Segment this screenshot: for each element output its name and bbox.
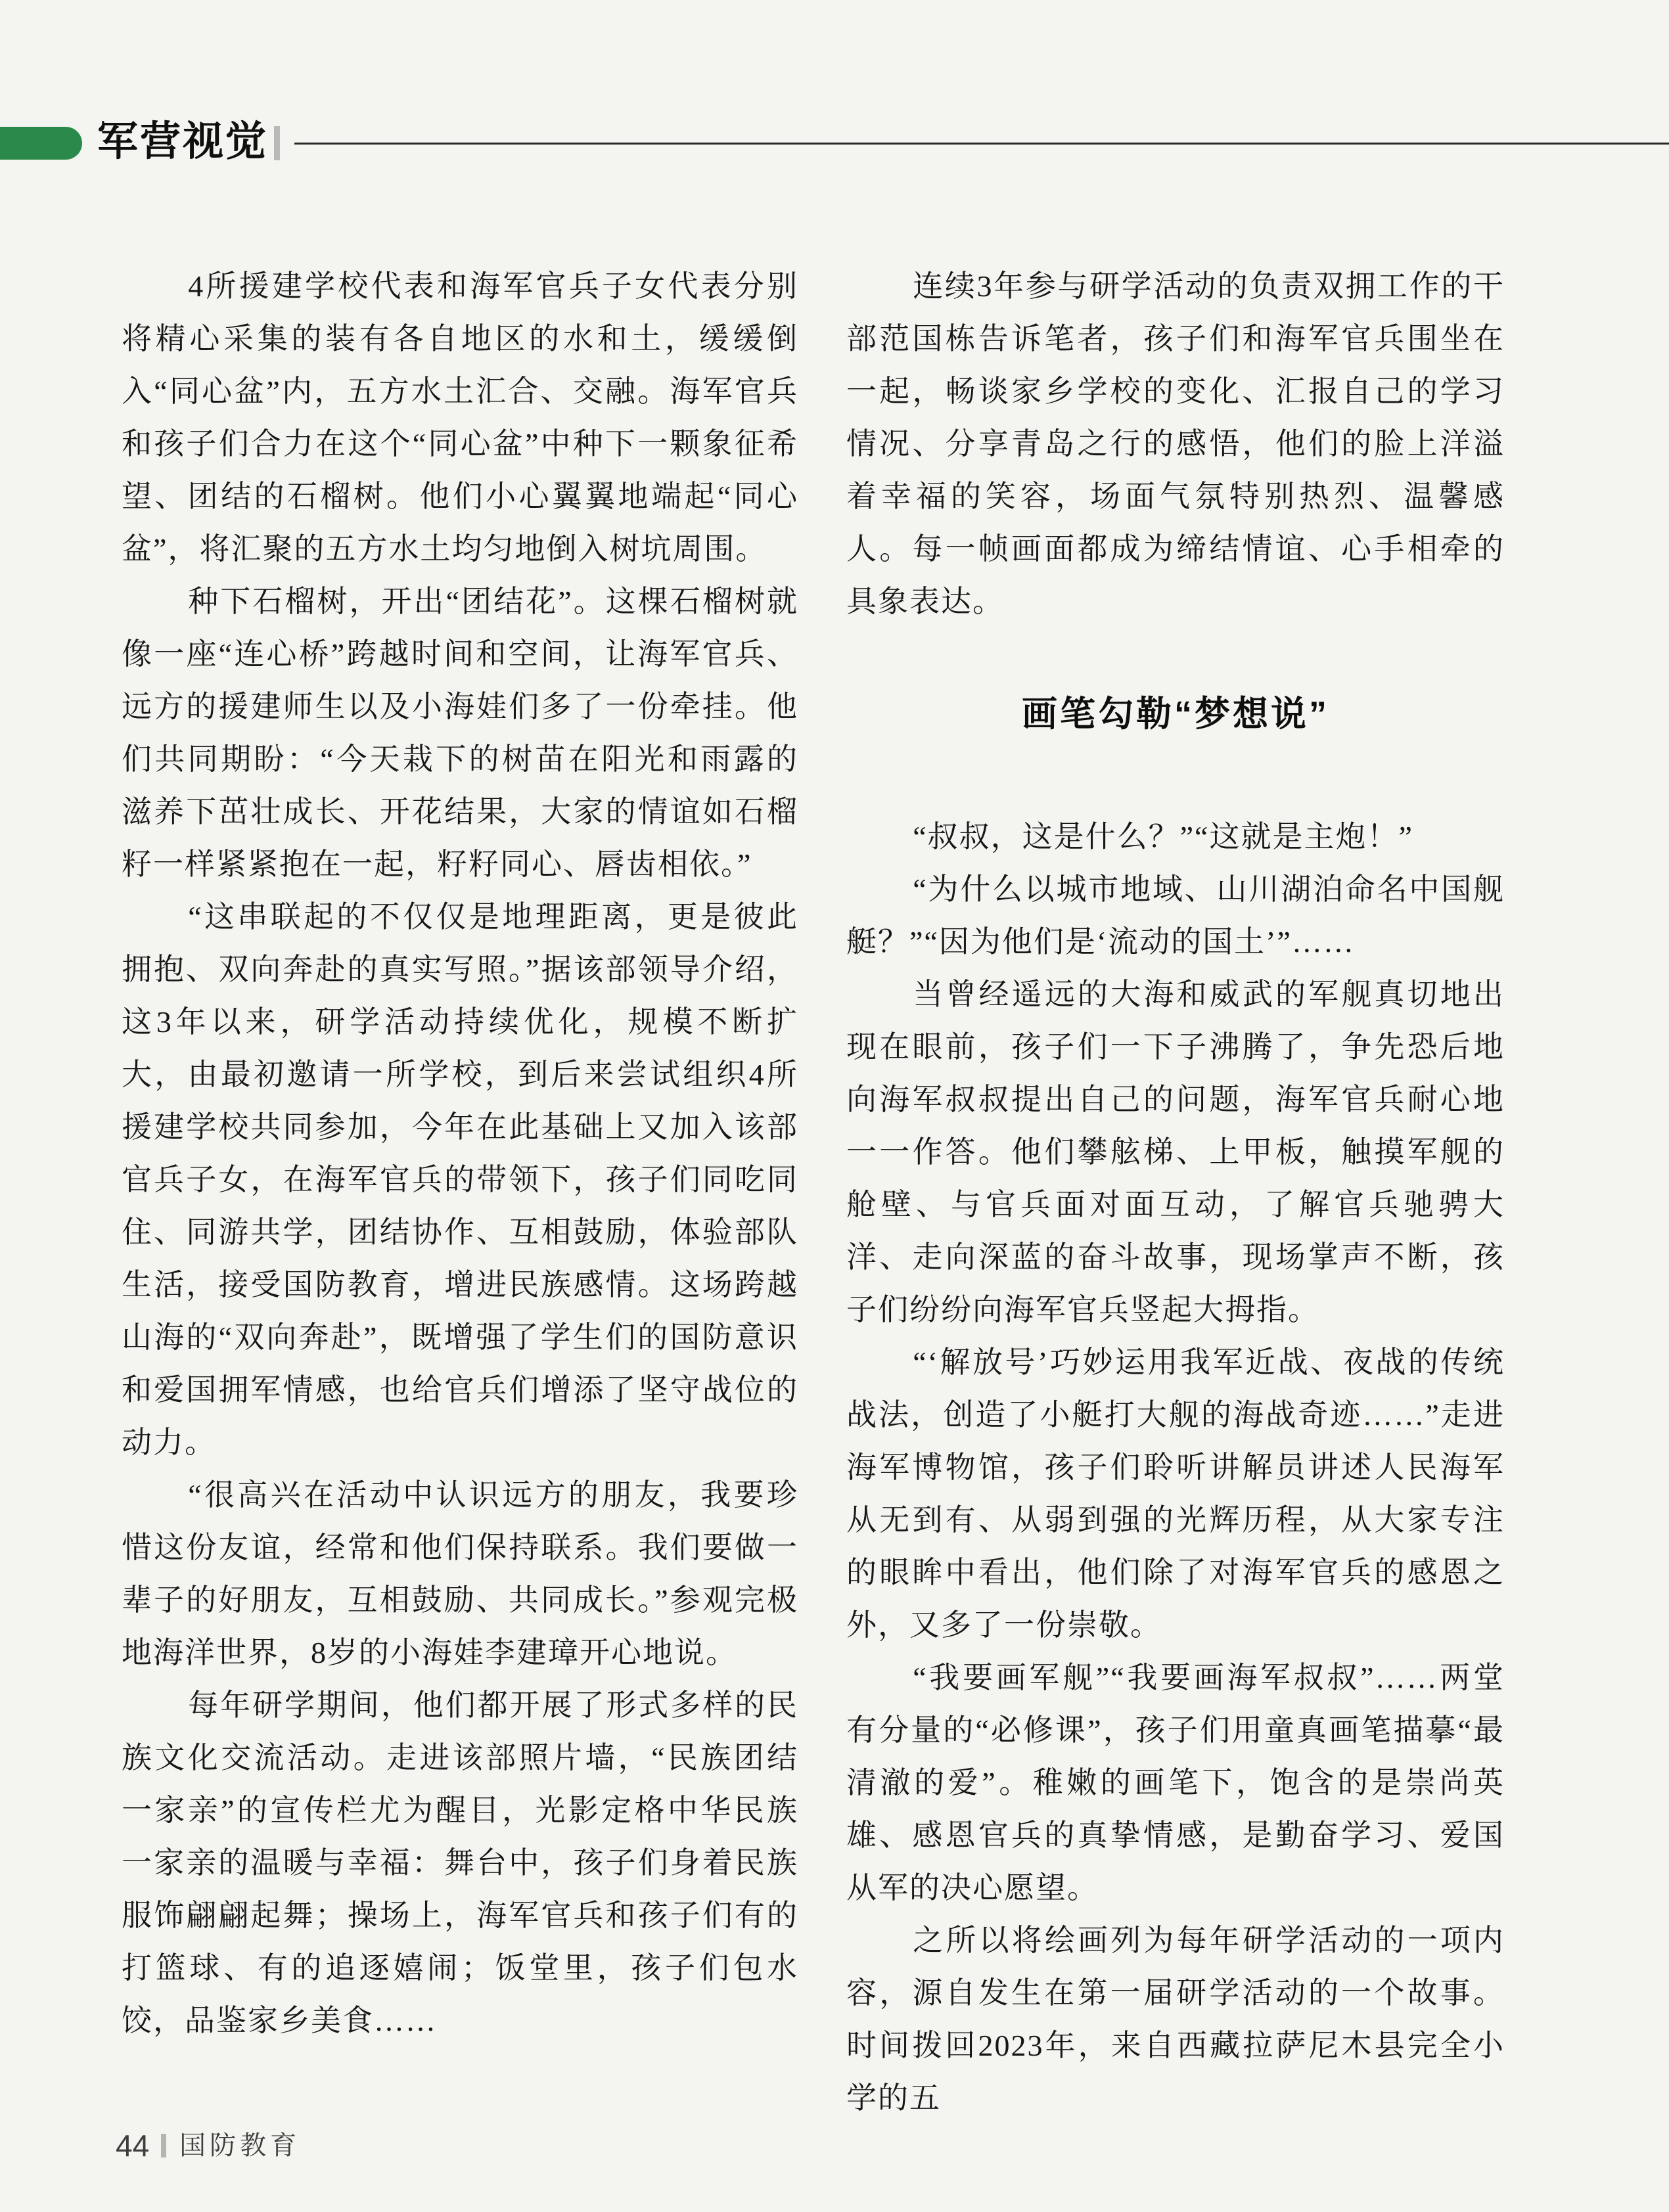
header-rule-line	[294, 143, 1669, 145]
right-column	[846, 260, 1505, 2125]
page-footer	[116, 2131, 300, 2161]
paragraph: “叔叔，这是什么？”“这就是主炮！”	[913, 820, 1413, 853]
footer-section-label: 国防教育	[179, 2131, 301, 2160]
paragraph: 当曾经遥远的大海和威武的军舰真切地出现在眼前，孩子们一下子沸腾了，争先恐后地向海军叔叔提出自己的问题，海军官兵耐心地一一作答。他们攀舷梯、上甲板，触摸军舰的舱壁、与官兵面对面互动，了解官兵驰骋大洋、走向深蓝的奋斗故事，现场掌声不断，孩子们纷纷向海军官兵竖起大拇指。	[846, 978, 1505, 1326]
paragraph: 4所援建学校代表和海军官兵子女代表分别将精心采集的装有各自地区的水和土，缓缓倒入“同心盆”内，五方水土汇合、交融。海军官兵和孩子们合力在这个“同心盆”中种下一颗象征希望、团结的石榴树。他们小心翼翼地端起“同心盆”，将汇聚的五方水土均匀地倒入树坑周围。	[122, 269, 798, 566]
header-accent-tab	[0, 127, 82, 160]
article-body	[122, 260, 1505, 2125]
paragraph: 之所以将绘画列为每年研学活动的一项内容，源自发生在第一届研学活动的一个故事。时间拨回2023年，来自西藏拉萨尼木县完全小学的五	[846, 1924, 1505, 2115]
paragraph: “很高兴在活动中认识远方的朋友，我要珍惜这份友谊，经常和他们保持联系。我们要做一辈子的好朋友，互相鼓励、共同成长。”参观完极地海洋世界，8岁的小海娃李建璋开心地说。	[122, 1478, 798, 1669]
footer-divider-bar	[161, 2134, 166, 2157]
paragraph: “为什么以城市地域、山川湖泊命名中国舰艇？”“因为他们是‘流动的国土’”……	[846, 872, 1505, 959]
paragraph: “‘解放号’巧妙运用我军近战、夜战的传统战法，创造了小艇打大舰的海战奇迹……”走进海军博物馆，孩子们聆听讲解员讲述人民海军从无到有、从弱到强的光辉历程，从大家专注的眼眸中看出，他们除了对海军官兵的感恩之外，又多了一份崇敬。	[846, 1345, 1505, 1642]
header-divider-bar	[274, 126, 280, 160]
left-column	[122, 260, 798, 2125]
paragraph: “这串联起的不仅仅是地理距离，更是彼此拥抱、双向奔赴的真实写照。”据该部领导介绍，这3年以来，研学活动持续优化，规模不断扩大，由最初邀请一所学校，到后来尝试组织4所援建学校共同参加，今年在此基础上又加入该部官兵子女，在海军官兵的带领下，孩子们同吃同住、同游共学，团结协作、互相鼓励，体验部队生活，接受国防教育，增进民族感情。这场跨越山海的“双向奔赴”，既增强了学生们的国防意识和爱国拥军情感，也给官兵们增添了坚守战位的动力。	[122, 900, 798, 1459]
section-heading: 画笔勾勒“梦想说”	[1022, 694, 1329, 734]
section-label: 军营视觉	[97, 119, 269, 164]
paragraph: “我要画军舰”“我要画海军叔叔”……两堂有分量的“必修课”，孩子们用童真画笔描摹“最清澈的爱”。稚嫩的画笔下，饱含的是崇尚英雄、感恩官兵的真挚情感，是勤奋学习、爱国从军的决心愿望。	[846, 1661, 1505, 1905]
paragraph: 种下石榴树，开出“团结花”。这棵石榴树就像一座“连心桥”跨越时间和空间，让海军官兵、远方的援建师生以及小海娃们多了一份牵挂。他们共同期盼：“今天栽下的树苗在阳光和雨露的滋养下茁壮成长、开花结果，大家的情谊如石榴籽一样紧紧抱在一起，籽籽同心、唇齿相依。”	[122, 585, 798, 881]
paragraph: 每年研学期间，他们都开展了形式多样的民族文化交流活动。走进该部照片墙，“民族团结一家亲”的宣传栏尤为醒目，光影定格中华民族一家亲的温暖与幸福：舞台中，孩子们身着民族服饰翩翩起舞；操场上，海军官兵和孩子们有的打篮球、有的追逐嬉闹；饭堂里，孩子们包水饺，品鉴家乡美食……	[122, 1688, 798, 2037]
paragraph: 连续3年参与研学活动的负责双拥工作的干部范国栋告诉笔者，孩子们和海军官兵围坐在一起，畅谈家乡学校的变化、汇报自己的学习情况、分享青岛之行的感悟，他们的脸上洋溢着幸福的笑容，场面气氛特别热烈、温馨感人。每一帧画面都成为缔结情谊、心手相牵的具象表达。	[846, 269, 1505, 618]
page-number: 44	[116, 2129, 150, 2163]
